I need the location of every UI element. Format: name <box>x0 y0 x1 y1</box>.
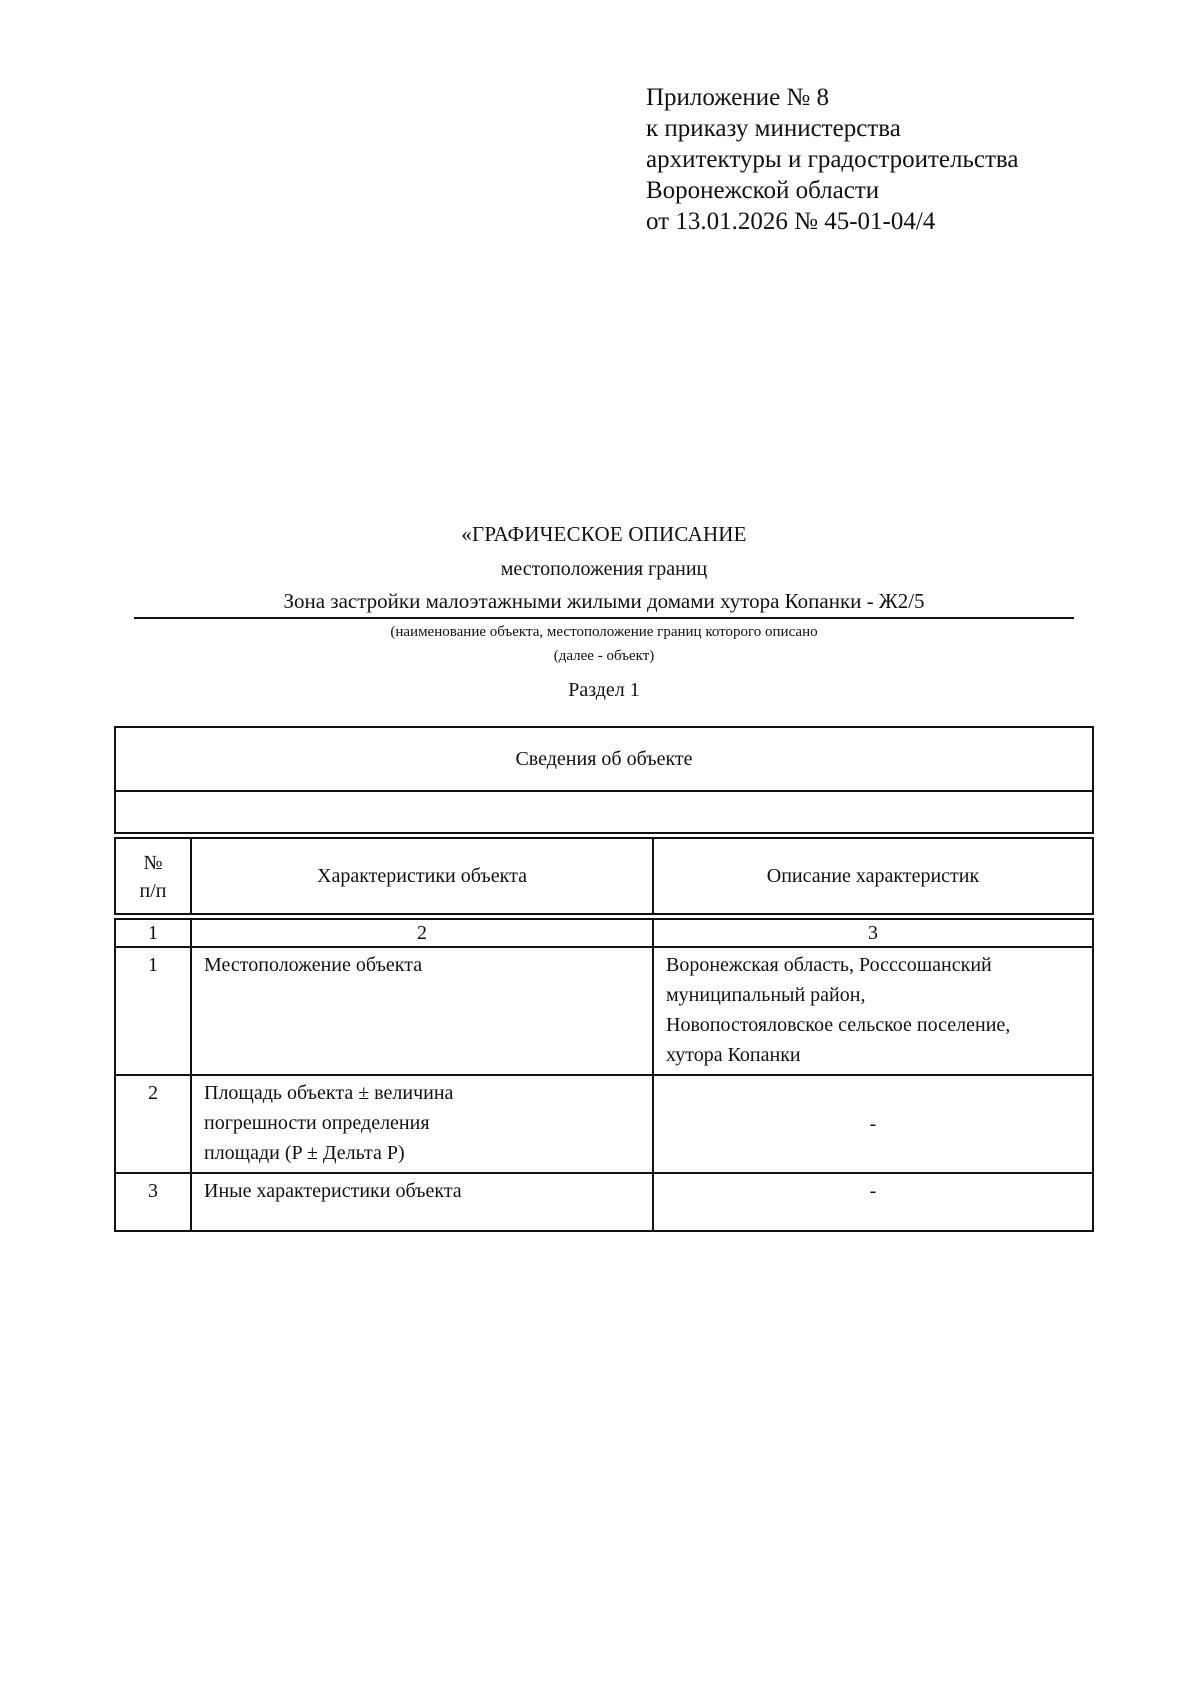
description-line: хутора Копанки <box>666 1044 801 1066</box>
section-title: Раздел 1 <box>568 679 640 701</box>
row-number: 1 <box>115 947 191 1075</box>
row-number: 3 <box>115 1173 191 1231</box>
row-characteristic: Иные характеристики объекта <box>191 1173 653 1231</box>
table-row <box>115 947 1093 1075</box>
table-title-row <box>115 727 1093 791</box>
document-title: «ГРАФИЧЕСКОЕ ОПИСАНИЕ <box>461 522 747 546</box>
index-cell: 1 <box>115 919 191 947</box>
header-characteristic: Характеристики объекта <box>191 838 653 914</box>
row-number: 2 <box>115 1075 191 1173</box>
table-row <box>115 1173 1093 1231</box>
object-name: Зона застройки малоэтажными жилыми домами хутора Копанки - Ж2/5 <box>134 587 1074 619</box>
characteristic-line: Площадь объекта ± величина <box>204 1082 454 1104</box>
characteristic-line: площади (P ± Дельта P) <box>204 1142 405 1164</box>
appendix-line: от 13.01.2026 № 45-01-04/4 <box>646 208 936 235</box>
header-description: Описание характеристик <box>653 838 1093 914</box>
table-empty-cell <box>115 791 1093 833</box>
appendix-line: Воронежской области <box>646 177 880 204</box>
table-index-row <box>115 919 1093 947</box>
object-name-caption-2: (далее - объект) <box>553 648 655 664</box>
row-description: - <box>653 1173 1093 1231</box>
document-heading <box>134 520 1074 703</box>
appendix-line: Приложение № 8 <box>646 84 830 111</box>
row-characteristic: Местоположение объекта <box>191 947 653 1075</box>
characteristic-line: погрешности определения <box>204 1112 430 1134</box>
header-number <box>115 838 191 914</box>
appendix-line: к приказу министерства <box>646 115 901 142</box>
row-characteristic <box>191 1075 653 1173</box>
table-title-cell: Сведения об объекте <box>115 727 1093 791</box>
description-line: муниципальный район, <box>666 984 866 1006</box>
description-line: Новопостояловское сельское поселение, <box>666 1014 1011 1036</box>
document-subtitle: местоположения границ <box>500 558 708 580</box>
description-line: Воронежская область, Росссошанский <box>666 954 992 976</box>
appendix-line: архитектуры и градостроительства <box>646 146 1019 173</box>
appendix-note <box>646 82 1018 237</box>
index-cell: 3 <box>653 919 1093 947</box>
object-info-table <box>114 726 1094 1232</box>
header-number-line1: № <box>143 852 163 874</box>
header-number-line2: п/п <box>139 880 167 902</box>
table-row <box>115 1075 1093 1173</box>
row-description: - <box>653 1075 1093 1173</box>
table-header-row <box>115 838 1093 914</box>
object-name-caption: (наименование объекта, местоположение границ которого описано <box>390 624 818 640</box>
index-cell: 2 <box>191 919 653 947</box>
table-empty-row <box>115 791 1093 833</box>
row-description <box>653 947 1093 1075</box>
